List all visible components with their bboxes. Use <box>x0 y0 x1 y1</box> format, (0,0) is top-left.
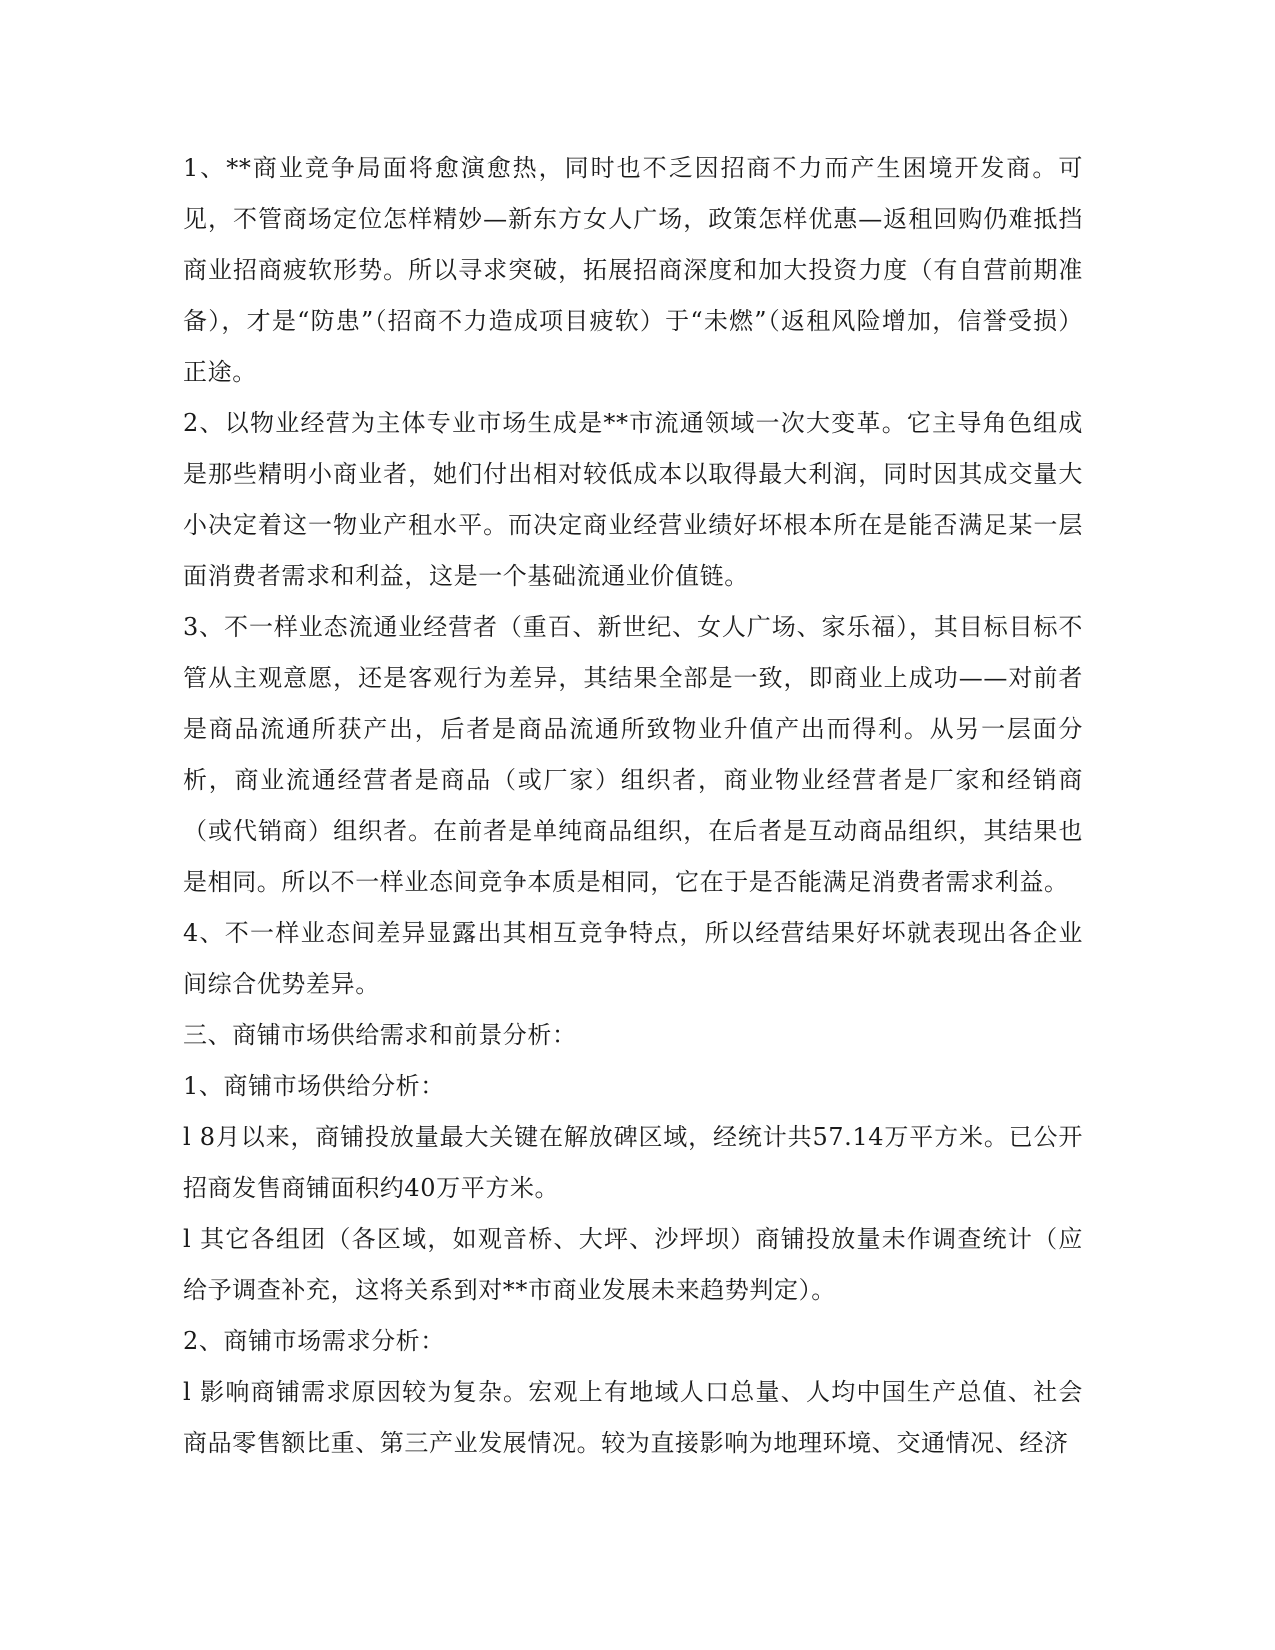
paragraph-format-differences: 4、不一样业态间差异显露出其相互竞争特点，所以经营结果好坏就表现出各企业间综合优势差异。 <box>183 919 1083 998</box>
paragraph-competition: 1、**商业竞争局面将愈演愈热，同时也不乏因招商不力而产生困境开发商。可见，不管商场定位怎样精妙—新东方女人广场，政策怎样优惠—返租回购仍难抵挡商业招商疲软形势。所以寻求突破，拓展招商深度和加大投资力度（有自营前期准备），才是“防患”（招商不力造成项目疲软）于“未燃”（返租风险增加，信誉受损）正途。 <box>183 154 1083 386</box>
subheading-supply-analysis: 1、商铺市场供给分析： <box>183 1072 445 1100</box>
bullet-demand-factors: l 影响商铺需求原因较为复杂。宏观上有地域人口总量、人均中国生产总值、社会商品零售额比重、第三产业发展情况。较为直接影响为地理环境、交通情况、经济 <box>183 1378 1083 1457</box>
subheading-demand-analysis: 2、商铺市场需求分析： <box>183 1327 445 1355</box>
section-heading-supply-demand: 三、商铺市场供给需求和前景分析： <box>183 1021 577 1049</box>
paragraph-property-market: 2、以物业经营为主体专业市场生成是**市流通领域一次大变革。它主导角色组成是那些精明小商业者，她们付出相对较低成本以取得最大利润，同时因其成交量大小决定着这一物业产租水平。而决定商业经营业绩好坏根本所在是能否满足某一层面消费者需求和利益，这是一个基础流通业价值链。 <box>183 409 1083 590</box>
bullet-jiefangbei-supply: l 8月以来，商铺投放量最大关键在解放碑区域，经统计共57.14万平方米。已公开招商发售商铺面积约40万平方米。 <box>183 1123 1083 1202</box>
bullet-other-districts: l 其它各组团（各区域，如观音桥、大坪、沙坪坝）商铺投放量未作调查统计（应给予调查补充，这将关系到对**市商业发展未来趋势判定）。 <box>183 1225 1083 1304</box>
paragraph-business-formats: 3、不一样业态流通业经营者（重百、新世纪、女人广场、家乐福），其目标目标不管从主观意愿，还是客观行为差异，其结果全部是一致，即商业上成功——对前者是商品流通所获产出，后者是商品流通所致物业升值产出而得利。从另一层面分析，商业流通经营者是商品（或厂家）组织者，商业物业经营者是厂家和经销商（或代销商）组织者。在前者是单纯商品组织，在后者是互动商品组织，其结果也是相同。所以不一样业态间竞争本质是相同，它在于是否能满足消费者需求利益。 <box>183 613 1083 896</box>
document-body <box>183 143 1083 1469</box>
